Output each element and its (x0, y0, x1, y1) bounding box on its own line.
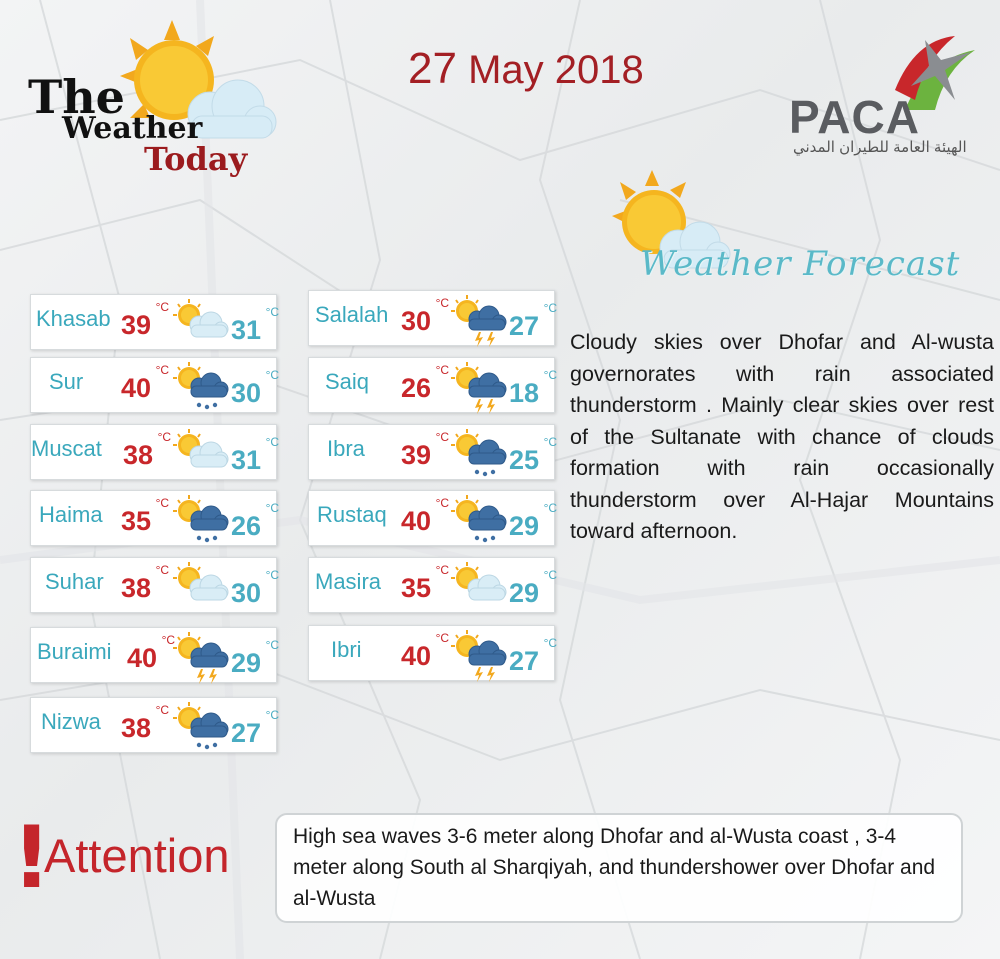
city-name: Haima (39, 502, 103, 527)
date-day: 27 (408, 44, 457, 93)
weather-today-logo (20, 18, 280, 188)
org-name: PACA (789, 91, 920, 143)
degree-unit: °C (155, 703, 170, 717)
degree-unit: °C (265, 568, 280, 582)
degree-unit: °C (435, 496, 450, 510)
max-temperature: 35 °C (401, 563, 450, 603)
degree-unit: °C (543, 301, 558, 315)
degree-unit: °C (265, 368, 280, 382)
city-card-buraimi (30, 627, 280, 683)
city-name: Buraimi (37, 639, 112, 664)
max-temperature: 40 °C (401, 496, 450, 536)
city-name: Saiq (325, 369, 370, 394)
attention-exclamation-icon: ! (12, 808, 52, 908)
org-arabic-name: الهيئة العامة للطيران المدني (793, 139, 967, 156)
city-card-haima (30, 490, 280, 546)
max-temperature: 35 °C (121, 496, 170, 536)
city-name: Ibra (327, 436, 365, 461)
thunderstorm-icon (449, 362, 509, 421)
city-card-nizwa (30, 697, 280, 753)
city-card-saiq (308, 357, 558, 413)
city-name: Salalah (315, 302, 389, 327)
city-card-ibri (308, 625, 558, 681)
degree-unit: °C (265, 708, 280, 722)
min-temperature: 18 °C (509, 368, 558, 408)
min-temperature: 29 °C (231, 638, 280, 678)
degree-unit: °C (155, 300, 170, 314)
max-temperature: 40 °C (127, 633, 176, 673)
sun-rain-cloud-icon (449, 429, 509, 488)
city-card-suhar (30, 557, 280, 613)
degree-unit: °C (435, 563, 450, 577)
degree-unit: °C (543, 368, 558, 382)
thunderstorm-icon (449, 630, 509, 689)
logo-text-today: Today (144, 140, 248, 178)
degree-unit: °C (543, 636, 558, 650)
max-temperature: 38 °C (123, 430, 172, 470)
degree-unit: °C (161, 633, 176, 647)
city-card-salalah (308, 290, 558, 346)
min-temperature: 31 °C (231, 305, 280, 345)
date-month-year: May 2018 (468, 48, 644, 92)
max-temperature: 38 °C (121, 703, 170, 743)
min-temperature: 31 °C (231, 435, 280, 475)
forecast-title: Weather Forecast (640, 244, 961, 284)
paca-logo (785, 30, 985, 160)
attention-box (275, 813, 963, 923)
sun-rain-cloud-icon (171, 362, 231, 421)
min-temperature: 29 °C (509, 568, 558, 608)
degree-unit: °C (435, 430, 450, 444)
max-temperature: 39 °C (401, 430, 450, 470)
partly-cloudy-icon (171, 429, 231, 488)
city-name: Sur (49, 369, 84, 394)
max-temperature: 26 °C (401, 363, 450, 403)
max-temperature: 38 °C (121, 563, 170, 603)
logo-text-the: The (28, 70, 125, 124)
min-temperature: 25 °C (509, 435, 558, 475)
partly-cloudy-icon (449, 562, 509, 621)
max-temperature: 39 °C (121, 300, 170, 340)
min-temperature: 30 °C (231, 568, 280, 608)
degree-unit: °C (155, 363, 170, 377)
max-temperature: 40 °C (121, 363, 170, 403)
thunderstorm-icon (449, 295, 509, 354)
degree-unit: °C (543, 501, 558, 515)
degree-unit: °C (543, 435, 558, 449)
city-name: Suhar (45, 569, 104, 594)
degree-unit: °C (155, 563, 170, 577)
min-temperature: 29 °C (509, 501, 558, 541)
sun-rain-cloud-icon (449, 495, 509, 554)
city-name: Masira (315, 569, 382, 594)
degree-unit: °C (543, 568, 558, 582)
city-card-ibra (308, 424, 558, 480)
sun-rain-cloud-icon (171, 702, 231, 761)
degree-unit: °C (265, 638, 280, 652)
page-date (408, 44, 644, 94)
degree-unit: °C (435, 363, 450, 377)
degree-unit: °C (265, 305, 280, 319)
city-name: Muscat (31, 436, 102, 461)
attention-label: Attention (44, 829, 230, 882)
city-name: Ibri (331, 637, 362, 662)
min-temperature: 30 °C (231, 368, 280, 408)
city-name: Khasab (36, 306, 111, 331)
degree-unit: °C (265, 501, 280, 515)
thunderstorm-icon (171, 632, 231, 691)
degree-unit: °C (435, 296, 450, 310)
attention-text: High sea waves 3-6 meter along Dhofar and al-Wusta coast , 3-4 meter along South al Sharqiyah, and thundershower over Dhofar and al-Wusta (293, 825, 936, 910)
city-card-masira (308, 557, 558, 613)
degree-unit: °C (155, 496, 170, 510)
partly-cloudy-icon (171, 562, 231, 621)
city-card-sur (30, 357, 280, 413)
min-temperature: 27 °C (509, 636, 558, 676)
forecast-description: Cloudy skies over Dhofar and Al-wusta governorates with rain associated thunderstorm . Mainly clear skies over rest of the Sultanate with chance of clouds formation with rain occasionally thunderstorm over Al-Hajar Mountains toward afternoon. (570, 330, 994, 543)
min-temperature: 26 °C (231, 501, 280, 541)
sun-rain-cloud-icon (171, 495, 231, 554)
min-temperature: 27 °C (231, 708, 280, 748)
min-temperature: 27 °C (509, 301, 558, 341)
logo-text-weather: Weather (62, 111, 203, 146)
max-temperature: 30 °C (401, 296, 450, 336)
max-temperature: 40 °C (401, 631, 450, 671)
partly-cloudy-icon (171, 299, 231, 358)
degree-unit: °C (265, 435, 280, 449)
degree-unit: °C (157, 430, 172, 444)
degree-unit: °C (435, 631, 450, 645)
city-name: Nizwa (41, 709, 101, 734)
city-card-rustaq (308, 490, 558, 546)
city-card-muscat (30, 424, 280, 480)
city-card-khasab (30, 294, 280, 350)
city-name: Rustaq (317, 502, 387, 527)
